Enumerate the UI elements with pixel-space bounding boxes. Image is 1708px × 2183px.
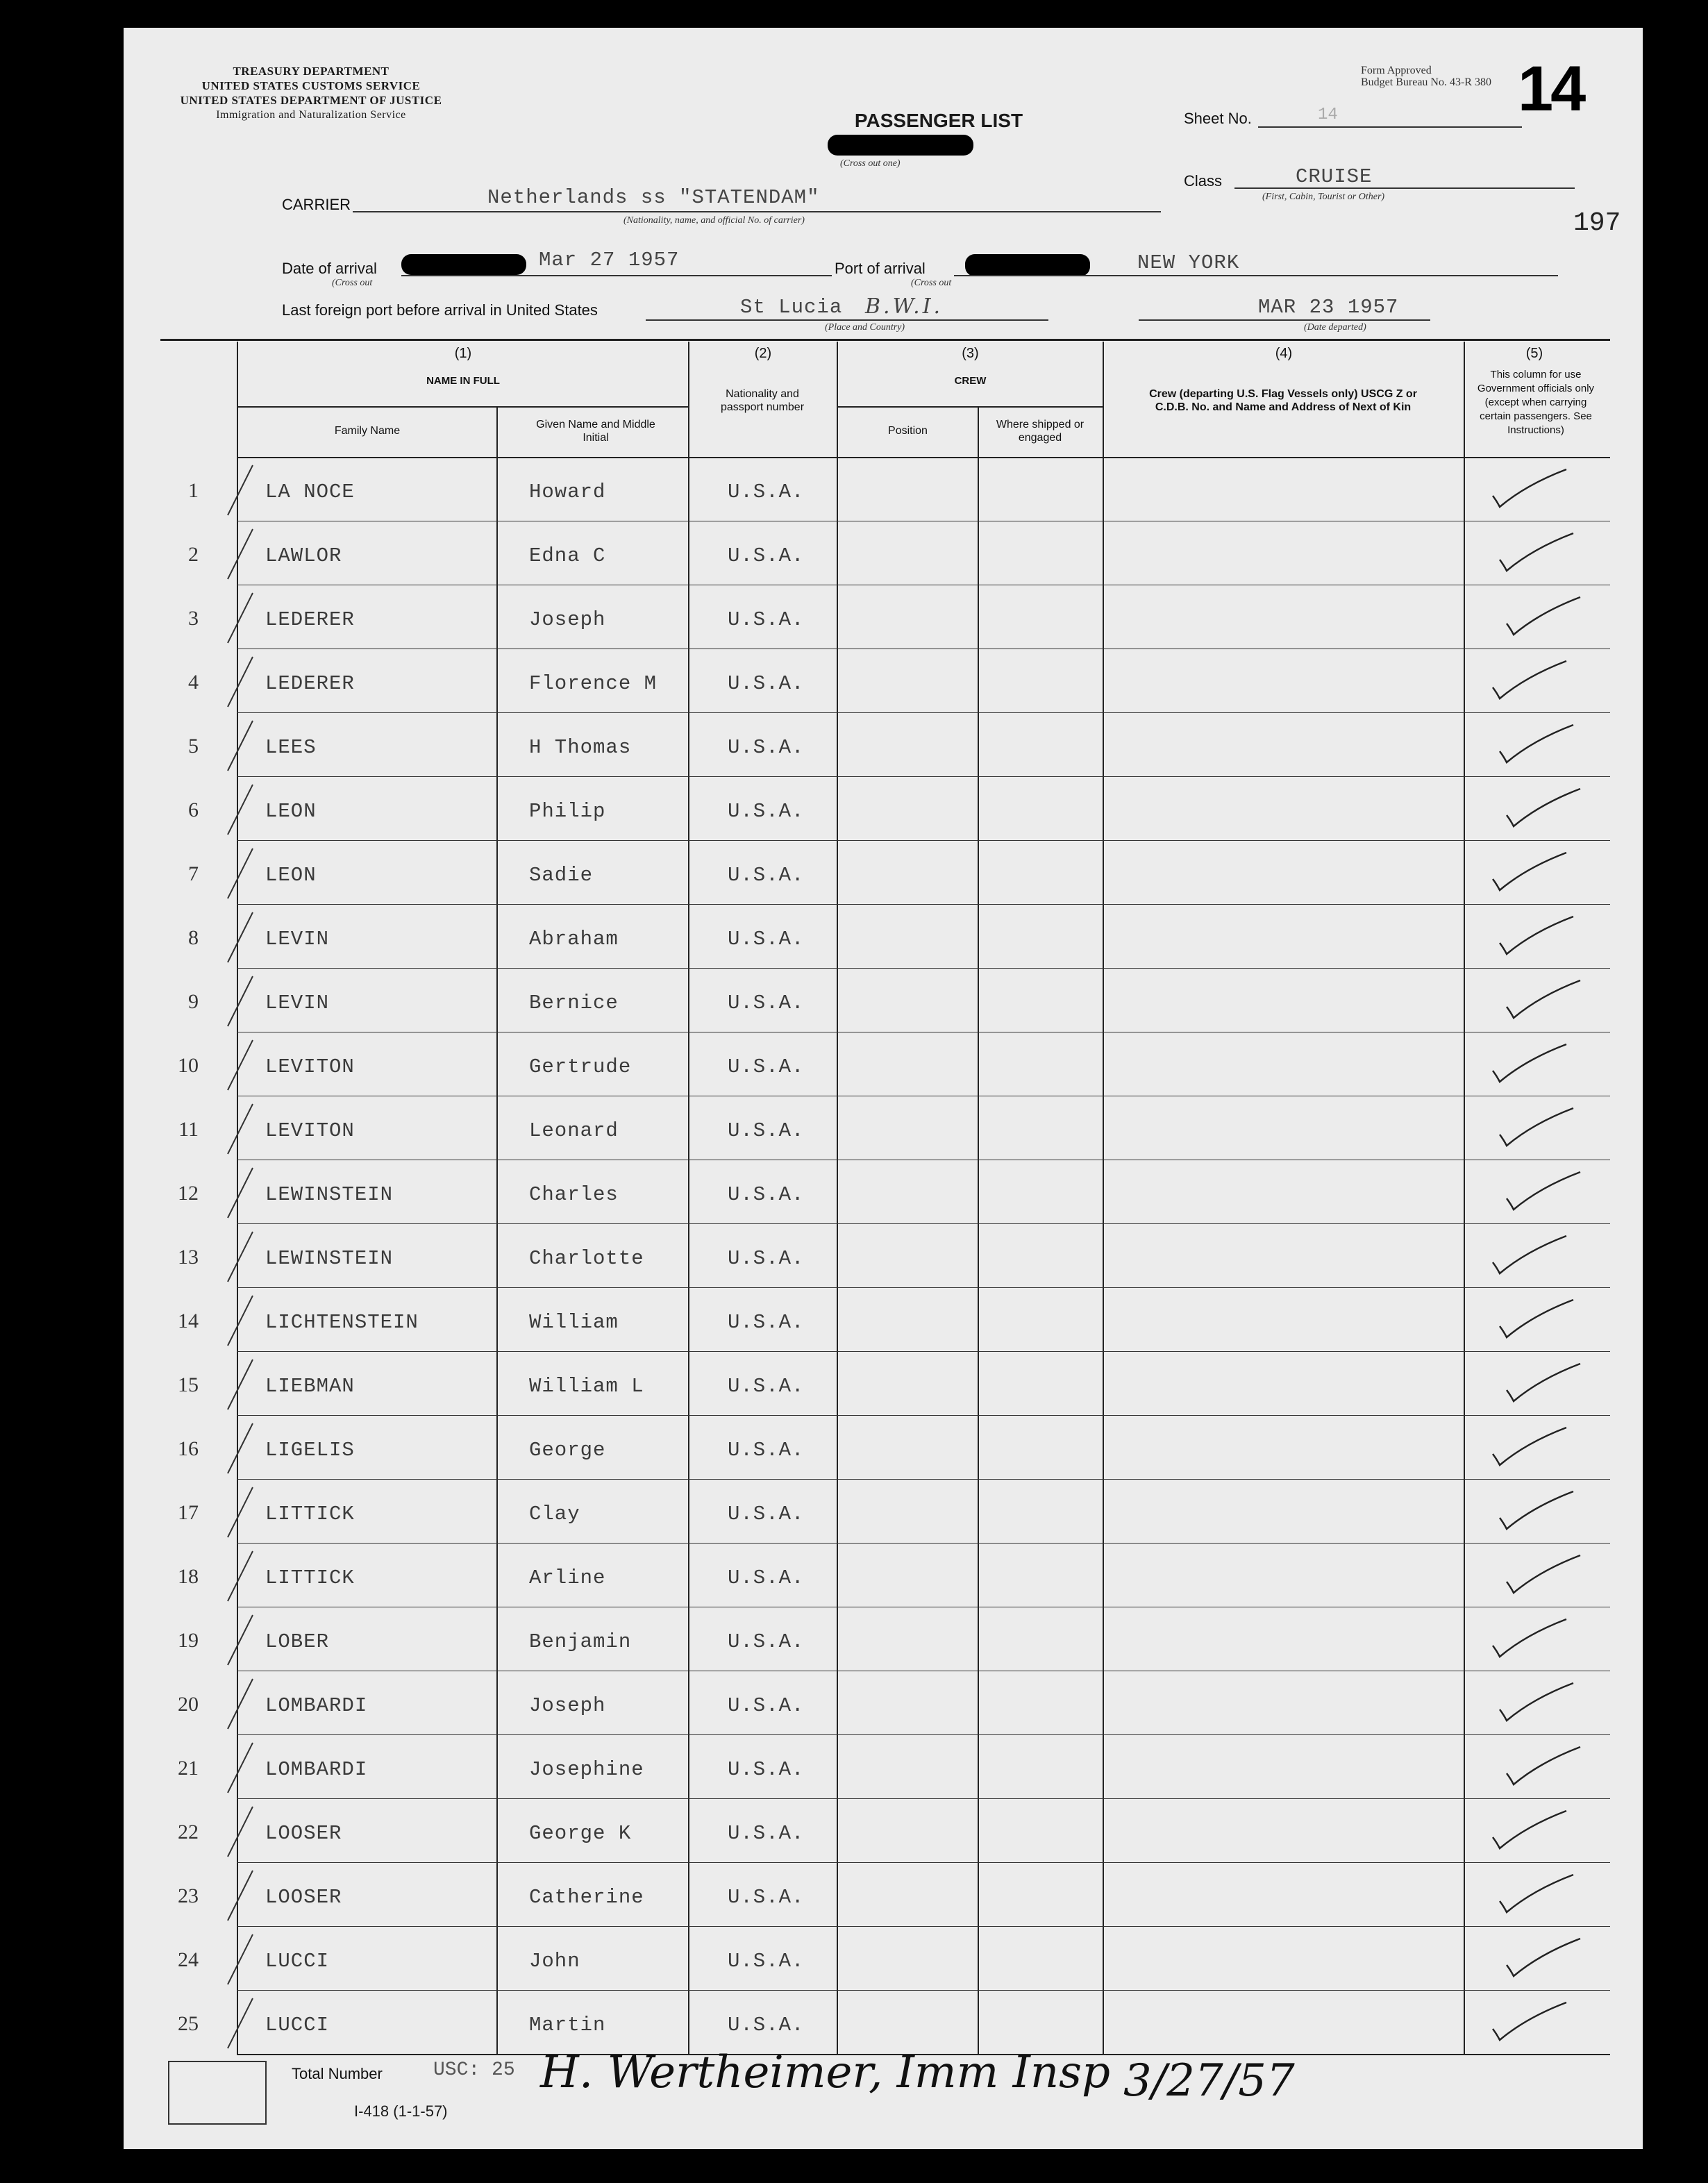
check-mark-icon [1484,847,1575,899]
given-name-cell: H Thomas [529,736,632,759]
given-name-cell: Abraham [529,928,619,951]
check-mark-icon [1491,1103,1582,1155]
class-value: CRUISE [1296,165,1373,188]
check-mark-icon [1491,528,1582,580]
date-value: Mar 27 1957 [539,249,680,271]
col3-number: (3) [962,346,979,361]
margin-tick-mark [221,1929,262,1991]
row-divider [237,1223,1610,1224]
nationality-cell: U.S.A. [728,1886,805,1909]
given-name-cell: Howard [529,480,606,503]
last-port-note: (Place and Country) [825,322,905,333]
nationality-cell: U.S.A. [728,1694,805,1717]
row-number: 15 [178,1373,199,1396]
margin-tick-mark [221,1482,262,1544]
check-mark-icon [1491,1486,1582,1538]
subhead-rule [837,406,1103,408]
page-title: PASSENGER LIST [854,110,1023,131]
nationality-cell: U.S.A. [728,1247,805,1270]
col4-number: (4) [1275,346,1293,361]
margin-tick-mark [221,524,262,586]
family-name-cell: LEVIN [265,992,330,1014]
check-mark-icon [1491,719,1582,771]
nationality-cell: U.S.A. [728,736,805,759]
agency-line: UNITED STATES DEPARTMENT OF JUSTICE [180,94,442,107]
nationality-cell: U.S.A. [728,1055,805,1078]
margin-tick-mark [221,1354,262,1416]
family-name-cell: LOMBARDI [265,1694,368,1717]
redaction-bar [828,135,973,156]
row-number: 11 [178,1118,199,1141]
row-divider [237,712,1610,713]
nationality-cell: U.S.A. [728,1503,805,1525]
margin-tick-mark [221,1673,262,1736]
family-name-cell: LEDERER [265,608,355,631]
check-mark-icon [1484,464,1575,516]
row-number: 23 [178,1884,199,1907]
check-mark-icon [1484,655,1575,708]
given-name-cell: Charles [529,1183,619,1206]
row-number: 4 [188,671,199,694]
given-name-cell: Leonard [529,1119,619,1142]
margin-tick-mark [221,587,262,650]
agency-line: TREASURY DEPARTMENT [233,65,390,78]
class-underline [1234,187,1575,189]
row-divider [237,1926,1610,1927]
family-name-cell: LEVITON [265,1055,355,1078]
row-number: 13 [178,1246,199,1269]
nationality-cell: U.S.A. [728,1375,805,1398]
family-name-cell: LUCCI [265,1950,330,1973]
page-number: 197 [1573,208,1621,238]
col-divider [978,406,979,2055]
check-mark-icon [1491,1869,1582,1921]
date-underline [401,275,832,276]
last-port-underline [646,319,1048,321]
row-number: 9 [188,990,199,1013]
given-name-cell: William [529,1311,619,1334]
margin-tick-mark [221,460,262,522]
margin-tick-mark [221,1290,262,1353]
family-name-cell: LEWINSTEIN [265,1247,394,1270]
given-name-cell: Arline [529,1566,606,1589]
given-name-cell: Benjamin [529,1630,632,1653]
nationality-cell: U.S.A. [728,1119,805,1142]
departed-underline [1139,319,1430,321]
row-number: 21 [178,1757,199,1780]
row-number: 22 [178,1821,199,1843]
given-name-cell: Joseph [529,1694,606,1717]
given-name-cell: Martin [529,2014,606,2036]
family-name-cell: LEES [265,736,317,759]
col3-title: CREW [954,375,987,387]
row-divider [237,968,1610,969]
form-approved-text: Form Approved [1361,65,1432,76]
row-number: 7 [188,862,199,885]
given-name-cell: Gertrude [529,1055,632,1078]
nationality-cell: U.S.A. [728,1822,805,1845]
port-note: (Cross out [911,278,952,288]
total-box [168,2061,267,2125]
row-number: 5 [188,735,199,758]
family-name-cell: LOMBARDI [265,1758,368,1781]
nationality-cell: U.S.A. [728,672,805,695]
inspector-signature: H. Wertheimer, Imm Insp [540,2047,1110,2098]
carrier-label: CARRIER [282,196,351,213]
row-number: 16 [178,1437,199,1460]
port-label: Port of arrival [835,260,926,277]
port-value: NEW YORK [1137,251,1240,274]
margin-tick-mark [221,651,262,714]
sheet-value: 14 [1318,106,1338,124]
col5-title: This column for use Government officials only (except when carrying certain passengers. See Instructions) [1477,369,1595,436]
family-name-cell: LA NOCE [265,480,355,503]
check-mark-icon [1484,1614,1575,1666]
check-mark-icon [1498,975,1589,1027]
row-divider [237,1479,1610,1480]
nationality-cell: U.S.A. [728,1630,805,1653]
margin-tick-mark [221,843,262,905]
col1-number: (1) [454,346,472,361]
nationality-cell: U.S.A. [728,2014,805,2036]
check-mark-icon [1498,592,1589,644]
redaction-bar [965,254,1090,276]
given-name-cell: George K [529,1822,632,1845]
col4-title: Crew (departing U.S. Flag Vessels only) USCG Z or C.D.B. No. and Name and Address of Next of Kin [1149,388,1417,413]
row-divider [237,1415,1610,1416]
departed-note: (Date departed) [1304,322,1366,333]
nationality-cell: U.S.A. [728,800,805,823]
sheet-label: Sheet No. [1184,110,1252,127]
row-number: 18 [178,1565,199,1588]
row-number: 19 [178,1629,199,1652]
budget-bureau-text: Budget Bureau No. 43-R 380 [1361,76,1491,88]
nationality-cell: U.S.A. [728,928,805,951]
check-mark-icon [1498,1933,1589,1985]
margin-tick-mark [221,971,262,1033]
given-name-cell: Josephine [529,1758,644,1781]
check-mark-icon [1484,1230,1575,1282]
carrier-value: Netherlands ss "STATENDAM" [487,186,820,209]
check-mark-icon [1484,1422,1575,1474]
last-port-handwritten: B.W.I. [865,294,944,319]
sheet-big-number: 14 [1518,53,1584,124]
shipped-header: Where shipped or engaged [996,419,1085,444]
signature-date: 3/27/57 [1123,2055,1295,2107]
row-number: 17 [178,1501,199,1524]
agency-line: UNITED STATES CUSTOMS SERVICE [201,79,421,92]
check-mark-icon [1484,1805,1575,1857]
redaction-bar [401,254,526,275]
family-name-cell: LEDERER [265,672,355,695]
margin-tick-mark [221,907,262,969]
check-mark-icon [1498,1358,1589,1410]
check-mark-icon [1498,1550,1589,1602]
margin-tick-mark [221,1546,262,1608]
family-name-cell: LEVITON [265,1119,355,1142]
agency-block [172,64,450,122]
check-mark-icon [1484,1997,1575,2049]
last-port-label: Last foreign port before arrival in United States [282,301,598,319]
margin-tick-mark [221,715,262,778]
given-name-cell: Philip [529,800,606,823]
header-bottom-rule [237,457,1610,458]
margin-tick-mark [221,1801,262,1864]
row-divider [237,840,1610,841]
row-number: 25 [178,2012,199,2035]
carrier-underline [353,211,1161,212]
margin-tick-mark [221,1226,262,1289]
given-name-cell: Charlotte [529,1247,644,1270]
row-number: 24 [178,1948,199,1971]
agency-line: Immigration and Naturalization Service [216,109,406,121]
nationality-cell: U.S.A. [728,992,805,1014]
given-name-cell: George [529,1439,606,1462]
col1-title: NAME IN FULL [426,375,500,387]
subhead-rule [237,406,688,408]
check-mark-icon [1484,1039,1575,1091]
carrier-note: (Nationality, name, and official No. of carrier) [623,215,805,226]
nationality-cell: U.S.A. [728,480,805,503]
position-header: Position [888,425,928,437]
row-divider [237,1351,1610,1352]
family-name-cell: LEON [265,800,317,823]
row-number: 6 [188,798,199,821]
check-mark-icon [1491,911,1582,963]
class-label: Class [1184,172,1223,190]
nationality-cell: U.S.A. [728,1566,805,1589]
given-name-cell: William L [529,1375,644,1398]
nationality-cell: U.S.A. [728,1311,805,1334]
class-note: (First, Cabin, Tourist or Other) [1262,192,1385,202]
nationality-cell: U.S.A. [728,1758,805,1781]
title-note: (Cross out one) [840,158,901,169]
given-name-cell: Florence M [529,672,658,695]
given-name-cell: Sadie [529,864,594,887]
margin-tick-mark [221,1609,262,1672]
given-name-cell: Catherine [529,1886,644,1909]
check-mark-icon [1498,1741,1589,1793]
row-number: 10 [178,1054,199,1077]
nationality-cell: U.S.A. [728,1950,805,1973]
check-mark-icon [1498,1166,1589,1219]
nationality-cell: U.S.A. [728,608,805,631]
row-number: 14 [178,1310,199,1332]
row-divider [237,1543,1610,1544]
port-underline [954,275,1558,276]
check-mark-icon [1498,783,1589,835]
date-label: Date of arrival [282,260,377,277]
form-number: I-418 (1-1-57) [354,2102,448,2120]
row-number: 1 [188,479,199,502]
row-divider [237,904,1610,905]
family-name-cell: LOOSER [265,1822,342,1845]
nationality-cell: U.S.A. [728,1439,805,1462]
form-approved [1361,65,1491,88]
family-name-cell: LITTICK [265,1566,355,1589]
margin-tick-mark [221,1993,262,2055]
col-divider [496,406,498,2055]
given-name-cell: John [529,1950,580,1973]
family-name-header: Family Name [334,425,401,437]
margin-tick-mark [221,1737,262,1800]
given-name-cell: Joseph [529,608,606,631]
nationality-cell: U.S.A. [728,1183,805,1206]
family-name-cell: LOOSER [265,1886,342,1909]
family-name-cell: LIGELIS [265,1439,355,1462]
row-number: 3 [188,607,199,630]
table-top-rule [160,339,1610,341]
nationality-cell: U.S.A. [728,544,805,567]
check-mark-icon [1491,1294,1582,1346]
last-port-value: St Lucia [740,296,843,319]
row-number: 8 [188,926,199,949]
total-value: USC: 25 [433,2059,515,2081]
family-name-cell: LICHTENSTEIN [265,1311,419,1334]
departed-value: MAR 23 1957 [1258,296,1399,319]
row-divider [237,1287,1610,1288]
date-note: (Cross out [332,278,373,288]
margin-tick-mark [221,779,262,842]
family-name-cell: LITTICK [265,1503,355,1525]
margin-tick-mark [221,1418,262,1480]
row-number: 20 [178,1693,199,1716]
col2-title: Nationality and passport number [720,388,805,413]
family-name-cell: LUCCI [265,2014,330,2036]
passenger-list-sheet [124,28,1643,2149]
nationality-cell: U.S.A. [728,864,805,887]
check-mark-icon [1491,1678,1582,1730]
given-name-cell: Clay [529,1503,580,1525]
margin-tick-mark [221,1162,262,1225]
given-name-cell: Edna C [529,544,606,567]
margin-tick-mark [221,1865,262,1927]
row-divider [237,1990,1610,1991]
family-name-cell: LIEBMAN [265,1375,355,1398]
col5-number: (5) [1525,346,1543,361]
col2-number: (2) [754,346,772,361]
row-number: 2 [188,543,199,566]
given-name-cell: Bernice [529,992,619,1014]
row-divider [237,1734,1610,1735]
row-number: 12 [178,1182,199,1205]
family-name-cell: LEON [265,864,317,887]
family-name-cell: LOBER [265,1630,330,1653]
row-divider [237,1798,1610,1799]
family-name-cell: LEWINSTEIN [265,1183,394,1206]
total-label: Total Number [292,2065,383,2082]
family-name-cell: LAWLOR [265,544,342,567]
margin-tick-mark [221,1035,262,1097]
sheet-underline [1258,126,1522,128]
row-divider [237,776,1610,777]
given-name-header: Given Name and Middle Initial [536,419,655,444]
margin-tick-mark [221,1098,262,1161]
row-divider [237,1862,1610,1863]
family-name-cell: LEVIN [265,928,330,951]
